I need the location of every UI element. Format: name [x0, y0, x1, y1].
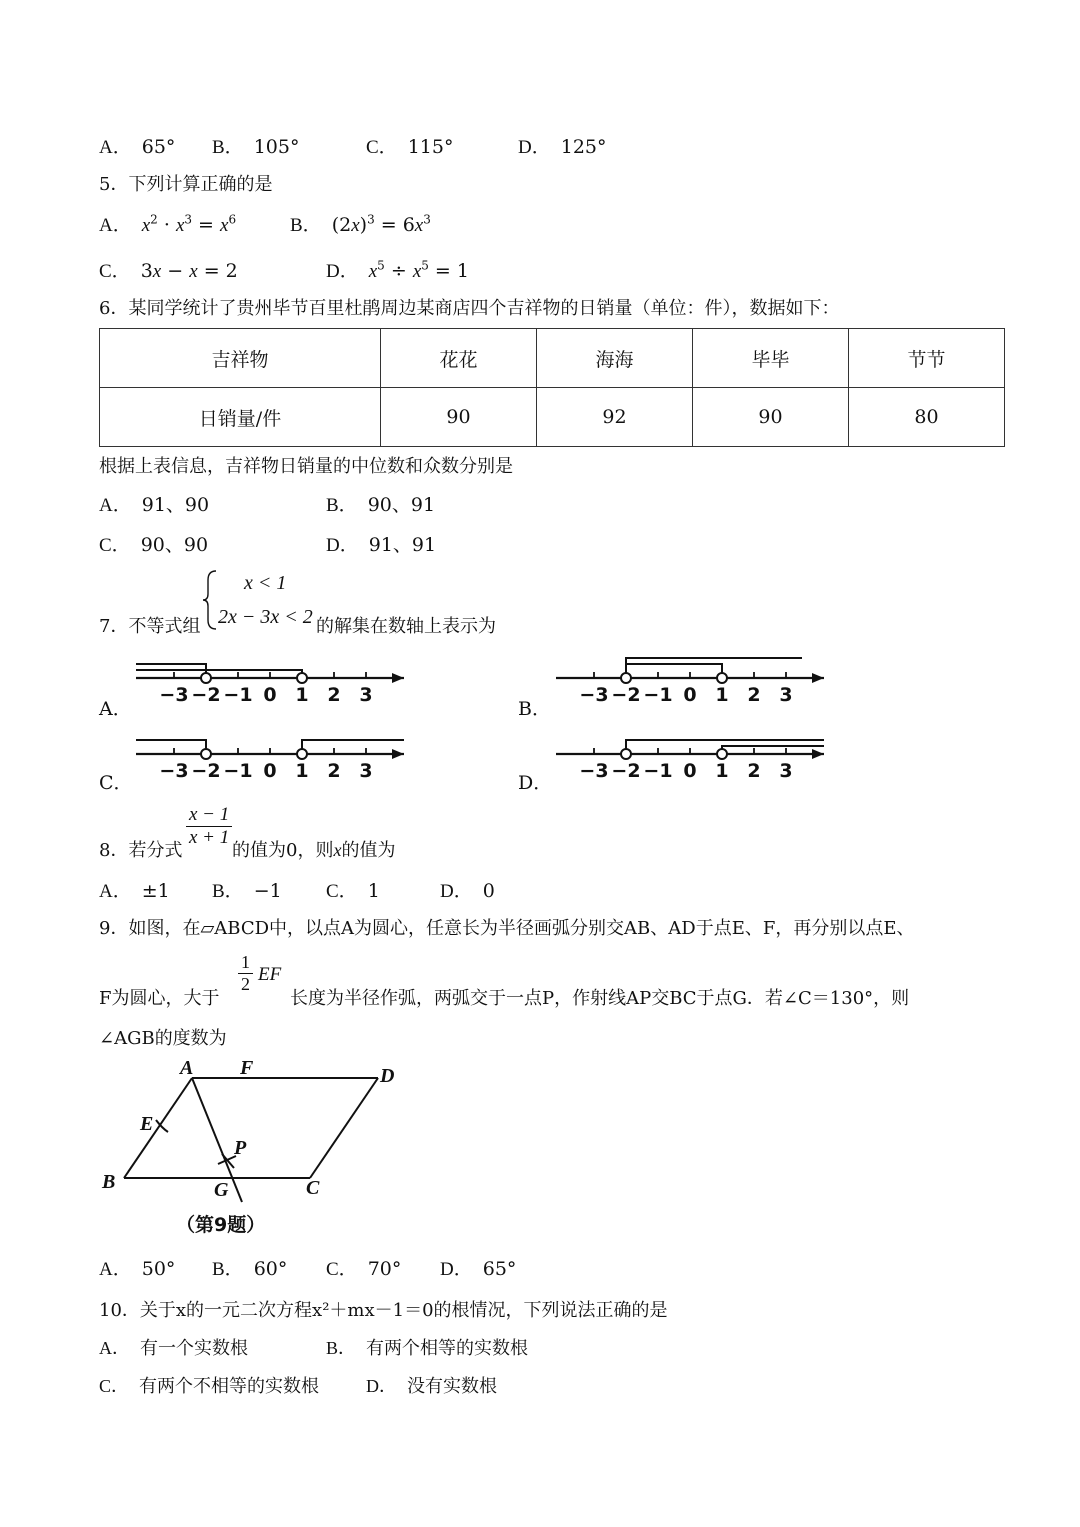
q5-option-c-math: 3x − x = 2 [140, 260, 238, 282]
table-header-cell: 海海 [537, 329, 693, 388]
q9-line-1: 9．如图，在▱ABCD中，以点A为圆心，任意长为半径画弧分别交AB、AD于点E、F，再分别以点E、 [99, 918, 915, 939]
tick-label: 1 [715, 684, 729, 706]
table-cell: 80 [849, 388, 1005, 447]
tick-label: 2 [747, 760, 761, 782]
q9-option-b: B． 60° [212, 1258, 288, 1280]
label-b: B [102, 1171, 116, 1193]
tick-label: −2 [191, 760, 221, 782]
q5-option-a: A． $x^2 \cdot x^3 = x^6$ [99, 212, 237, 236]
tick-label: 3 [359, 684, 373, 706]
open-point [717, 673, 727, 683]
label-c: C [306, 1177, 320, 1199]
q6-option-b: B． 90、91 [326, 494, 436, 516]
table-cell: 90 [381, 388, 537, 447]
open-point [297, 749, 307, 759]
tick-label: −1 [223, 684, 253, 706]
tick-label: −2 [611, 684, 641, 706]
q6-option-a: A． 91、90 [99, 494, 210, 516]
q6-stem: 6．某同学统计了贵州毕节百里杜鹃周边某商店四个吉祥物的日销量（单位：件），数据如下： [99, 298, 840, 319]
q7-number-line-d [548, 724, 838, 786]
tick-label: −3 [159, 760, 189, 782]
q7-option-a-label: A． [99, 698, 132, 720]
q9-line-3: ∠AGB的度数为 [99, 1028, 227, 1049]
q9-frac-num: 1 [238, 952, 253, 974]
side-cd [310, 1078, 378, 1178]
table-header-cell: 花花 [381, 329, 537, 388]
axis-arrow [392, 749, 404, 759]
tick-label: −3 [579, 760, 609, 782]
label-f: F [240, 1058, 254, 1079]
q8-suffix: 的值为 [341, 840, 396, 861]
axis-arrow [812, 673, 824, 683]
side-ab [124, 1078, 192, 1178]
tick-label: −3 [159, 684, 189, 706]
q5-option-b: B． $(2x)^3 = 6x^3$ [290, 212, 431, 236]
tick-label: 0 [683, 760, 697, 782]
label-a: A [180, 1058, 194, 1079]
q4-option-d: D． 125° [518, 136, 607, 158]
tick-label: 1 [295, 760, 309, 782]
q8-middle: 的值为0，则 [232, 840, 334, 861]
axis-arrow [812, 749, 824, 759]
tick-label: 2 [327, 760, 341, 782]
q8-option-c: C． 1 [326, 880, 380, 902]
q5-option-c: C． 3x − x = 2 [99, 260, 238, 282]
q4-option-a: A． 65° [99, 136, 176, 158]
tick-label: 3 [359, 760, 373, 782]
q9-fraction [238, 952, 253, 995]
q8-variable: x [333, 840, 342, 860]
solution-bracket [136, 740, 206, 754]
q7-option-d-label: D． [518, 772, 553, 794]
tick-label: −3 [579, 684, 609, 706]
q10-option-a: A． 有一个实数根 [99, 1338, 248, 1359]
q9-parallelogram-figure [96, 1058, 416, 1208]
label-e: E [140, 1113, 154, 1135]
tick-label: 1 [295, 684, 309, 706]
tick-label: −2 [611, 760, 641, 782]
q5-option-d-math: $x^5 \div x^5 = 1$ [368, 258, 469, 282]
q9-line-2b: 长度为半径作弧，两弧交于一点P，作射线AP交BC于点G．若∠C＝130°，则 [290, 988, 910, 1009]
q8-prefix: 8．若分式 [99, 840, 183, 861]
q5-option-d: D． $x^5 \div x^5 = 1$ [326, 258, 469, 282]
open-point [621, 673, 631, 683]
solution-bracket [626, 664, 722, 678]
table-header-cell: 节节 [849, 329, 1005, 388]
tick-label: 0 [263, 760, 277, 782]
q9-option-c: C． 70° [326, 1258, 402, 1280]
table-row [100, 388, 1005, 447]
q7-number-line-a [128, 648, 418, 710]
q10-option-b: B． 有两个相等的实数根 [326, 1338, 529, 1359]
q7-brace [200, 568, 220, 632]
q10-stem: 10．关于x的一元二次方程x²＋mx－1＝0的根情况，下列说法正确的是 [99, 1300, 668, 1321]
solution-bracket [136, 670, 302, 678]
solution-bracket [722, 746, 824, 754]
q9-figure-caption: （第9题） [176, 1214, 266, 1236]
table-cell: 日销量/件 [100, 388, 381, 447]
open-point [297, 673, 307, 683]
label-d: D [380, 1065, 395, 1087]
axis-arrow [392, 673, 404, 683]
q6-sales-table [99, 328, 1005, 447]
tick-label: −1 [643, 760, 673, 782]
open-point [717, 749, 727, 759]
q9-option-d: D． 65° [440, 1258, 517, 1280]
q8-option-d: D． 0 [440, 880, 495, 902]
q8-numerator: x − 1 [186, 804, 232, 827]
tick-label: 3 [779, 684, 793, 706]
solution-bracket [626, 658, 802, 678]
q7-inequality-1: x < 1 [244, 572, 287, 594]
q8-fraction [186, 804, 232, 849]
tick-label: 2 [747, 684, 761, 706]
tick-label: 0 [683, 684, 697, 706]
table-header-cell: 毕毕 [693, 329, 849, 388]
q10-option-d: D． 没有实数根 [366, 1376, 497, 1397]
tick-label: −1 [223, 760, 253, 782]
tick-label: −2 [191, 684, 221, 706]
label-p: P [234, 1137, 247, 1159]
tick-label: 2 [327, 684, 341, 706]
open-point [201, 749, 211, 759]
q5-option-a-math: $x^2 \cdot x^3 = x^6$ [141, 212, 237, 236]
table-header-row [100, 329, 1005, 388]
q4-option-c: C． 115° [366, 136, 454, 158]
q9-line-2a: F为圆心，大于 [99, 988, 220, 1009]
q7-option-b-label: B． [518, 698, 551, 720]
q5-stem: 5．下列计算正确的是 [99, 174, 273, 195]
q8-denominator: x + 1 [189, 827, 230, 848]
q7-option-c-label: C． [99, 772, 133, 794]
q6-option-d: D． 91、91 [326, 534, 437, 556]
q7-suffix: 的解集在数轴上表示为 [316, 616, 496, 637]
q7-number-line-c [128, 724, 418, 786]
open-point [621, 749, 631, 759]
q7-inequality-2: 2x − 3x < 2 [218, 606, 313, 628]
q10-option-c: C． 有两个不相等的实数根 [99, 1376, 320, 1397]
q6-option-c: C． 90、90 [99, 534, 209, 556]
q9-frac-den: 2 [241, 974, 250, 994]
q8-middle-group [232, 836, 395, 862]
q9-option-a: A． 50° [99, 1258, 176, 1280]
label-g: G [214, 1179, 229, 1201]
solution-bracket [302, 740, 404, 754]
table-cell: 90 [693, 388, 849, 447]
q9-frac-var: EF [258, 964, 282, 985]
tick-label: 1 [715, 760, 729, 782]
tick-label: −1 [643, 684, 673, 706]
q8-option-b: B． −1 [212, 880, 282, 902]
open-point [201, 673, 211, 683]
q8-option-a: A． ±1 [99, 880, 170, 902]
table-header-cell: 吉祥物 [100, 329, 381, 388]
q7-prefix: 7．不等式组 [99, 616, 201, 637]
table-cell: 92 [537, 388, 693, 447]
q6-question: 根据上表信息，吉祥物日销量的中位数和众数分别是 [99, 456, 513, 477]
q7-number-line-b [548, 648, 838, 710]
q4-option-b: B． 105° [212, 136, 300, 158]
tick-label: 0 [263, 684, 277, 706]
q5-option-b-math: $(2x)^3 = 6x^3$ [331, 212, 431, 236]
tick-label: 3 [779, 760, 793, 782]
